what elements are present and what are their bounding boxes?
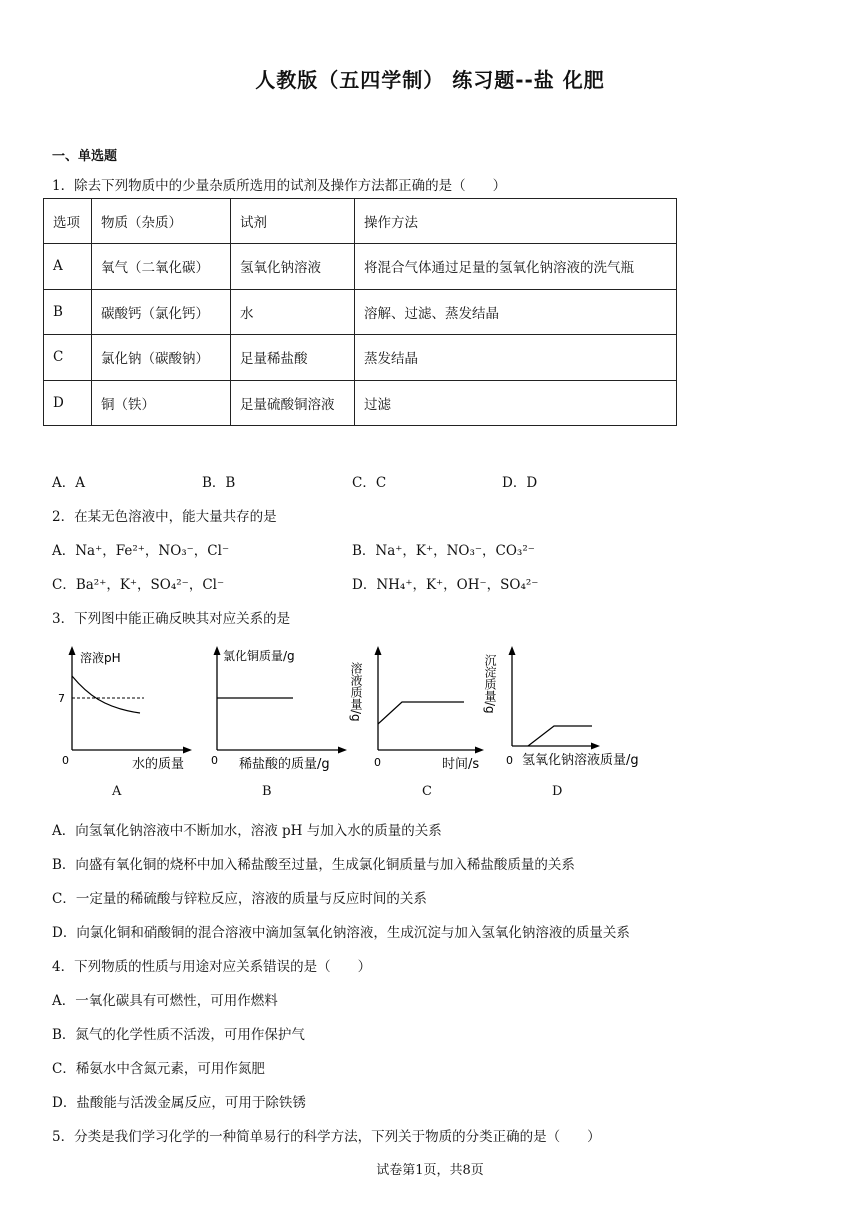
table-cell: A bbox=[44, 244, 92, 290]
question-2-option-d: D．NH₄⁺，K⁺，OH⁻，SO₄²⁻ bbox=[352, 577, 539, 593]
tick-7: 7 bbox=[58, 692, 65, 705]
table-header-cell: 物质（杂质） bbox=[92, 199, 231, 244]
table-cell: 过滤 bbox=[355, 380, 677, 426]
table-row bbox=[44, 335, 677, 381]
question-1-table bbox=[43, 198, 677, 426]
page-footer: 试卷第1页，共8页 bbox=[376, 1163, 484, 1178]
question-3-stem: 3．下列图中能正确反映其对应关系的是 bbox=[52, 611, 291, 627]
origin-label: 0 bbox=[374, 756, 381, 769]
y-axis-arrow bbox=[214, 646, 221, 655]
page-title: 人教版（五四学制） 练习题--盐 化肥 bbox=[255, 68, 605, 92]
table-cell: 足量稀盐酸 bbox=[231, 335, 355, 381]
origin-label: 0 bbox=[506, 754, 513, 767]
question-2-option-c: C．Ba²⁺，K⁺，SO₄²⁻，Cl⁻ bbox=[52, 577, 225, 593]
table-header-cell: 选项 bbox=[44, 199, 92, 244]
table-cell: B bbox=[44, 289, 92, 335]
question-1-option-a: A．A bbox=[52, 475, 85, 491]
question-4-option-d: D．盐酸能与活泼金属反应，可用于除铁锈 bbox=[52, 1095, 306, 1111]
table-row bbox=[44, 380, 677, 426]
table-cell: 溶解、过滤、蒸发结晶 bbox=[355, 289, 677, 335]
y-axis-label: 溶液pH bbox=[80, 651, 121, 665]
table-cell: C bbox=[44, 335, 92, 381]
question-5-stem: 5．分类是我们学习化学的一种简单易行的科学方法，下列关于物质的分类正确的是（ ） bbox=[52, 1129, 601, 1145]
question-3-option-b: B．向盛有氧化铜的烧杯中加入稀盐酸至过量，生成氯化铜质量与加入稀盐酸质量的关系 bbox=[52, 857, 575, 873]
x-axis-label: 稀盐酸的质量/g bbox=[239, 757, 330, 772]
y-axis-label: 沉淀质量/g bbox=[483, 654, 497, 714]
question-1-option-d: D．D bbox=[502, 475, 538, 491]
y-axis-label-text: 溶液质量/g bbox=[349, 662, 363, 722]
graph-d bbox=[483, 640, 656, 775]
question-2-option-b: B．Na⁺，K⁺，NO₃⁻，CO₃²⁻ bbox=[352, 543, 535, 559]
question-4-stem: 4．下列物质的性质与用途对应关系错误的是（ ） bbox=[52, 959, 372, 975]
y-axis-arrow bbox=[509, 646, 516, 655]
origin-label: 0 bbox=[211, 754, 218, 767]
question-1-stem: 1．除去下列物质中的少量杂质所选用的试剂及操作方法都正确的是（ ） bbox=[52, 178, 507, 194]
table-header-cell: 试剂 bbox=[231, 199, 355, 244]
origin-label: 0 bbox=[62, 754, 69, 767]
table-cell: 氯化钠（碳酸钠） bbox=[92, 335, 231, 381]
y-axis-arrow bbox=[69, 646, 76, 655]
y-axis-label: 氯化铜质量/g bbox=[223, 649, 295, 663]
question-2-option-a: A．Na⁺，Fe²⁺，NO₃⁻，Cl⁻ bbox=[52, 543, 230, 559]
section-heading: 一、单选题 bbox=[52, 149, 118, 164]
table-cell: 氢氧化钠溶液 bbox=[231, 244, 355, 290]
table-cell: D bbox=[44, 380, 92, 426]
table-cell: 将混合气体通过足量的氢氧化钠溶液的洗气瓶 bbox=[355, 244, 677, 290]
x-axis-label: 氢氧化钠溶液质量/g bbox=[522, 753, 639, 768]
table-cell: 氧气（二氧化碳） bbox=[92, 244, 231, 290]
x-axis-arrow bbox=[591, 743, 600, 750]
x-axis-arrow bbox=[475, 747, 484, 754]
precipitate-line bbox=[528, 726, 592, 746]
graph-b-caption: B bbox=[262, 784, 272, 799]
table-header-row bbox=[44, 199, 677, 244]
question-4-option-a: A．一氧化碳具有可燃性，可用作燃料 bbox=[52, 993, 278, 1009]
table-cell: 水 bbox=[231, 289, 355, 335]
graph-b bbox=[207, 640, 357, 775]
x-axis-label: 水的质量 bbox=[132, 757, 185, 772]
table-cell: 足量硫酸铜溶液 bbox=[231, 380, 355, 426]
graph-c-caption: C bbox=[422, 784, 432, 799]
table-row bbox=[44, 244, 677, 290]
table-cell: 蒸发结晶 bbox=[355, 335, 677, 381]
x-axis-arrow bbox=[338, 747, 347, 754]
question-3-option-a: A．向氢氧化钠溶液中不断加水，溶液 pH 与加入水的质量的关系 bbox=[52, 823, 442, 839]
table-cell: 铜（铁） bbox=[92, 380, 231, 426]
question-4-option-c: C．稀氨水中含氮元素，可用作氮肥 bbox=[52, 1061, 265, 1077]
y-axis-label bbox=[349, 661, 363, 722]
y-axis-arrow bbox=[375, 646, 382, 655]
graph-d-caption: D bbox=[552, 784, 563, 799]
question-2-stem: 2．在某无色溶液中，能大量共存的是 bbox=[52, 509, 277, 525]
ph-curve bbox=[72, 676, 140, 713]
x-axis-arrow bbox=[183, 747, 192, 754]
question-4-option-b: B．氮气的化学性质不活泼，可用作保护气 bbox=[52, 1027, 305, 1043]
table-cell: 碳酸钙（氯化钙） bbox=[92, 289, 231, 335]
question-1-option-c: C．C bbox=[352, 475, 387, 491]
table-row bbox=[44, 289, 677, 335]
question-1-option-b: B．B bbox=[202, 475, 236, 491]
question-3-option-c: C．一定量的稀硫酸与锌粒反应，溶液的质量与反应时间的关系 bbox=[52, 891, 427, 907]
x-axis-label: 时间/s bbox=[442, 757, 480, 772]
graph-a bbox=[52, 640, 202, 775]
graph-a-caption: A bbox=[112, 784, 122, 799]
solution-mass-line bbox=[378, 702, 464, 724]
table-header-cell: 操作方法 bbox=[355, 199, 677, 244]
graph-c bbox=[349, 640, 502, 775]
question-3-option-d: D．向氯化铜和硝酸铜的混合溶液中滴加氢氧化钠溶液，生成沉淀与加入氢氧化钠溶液的质量关系 bbox=[52, 925, 630, 941]
